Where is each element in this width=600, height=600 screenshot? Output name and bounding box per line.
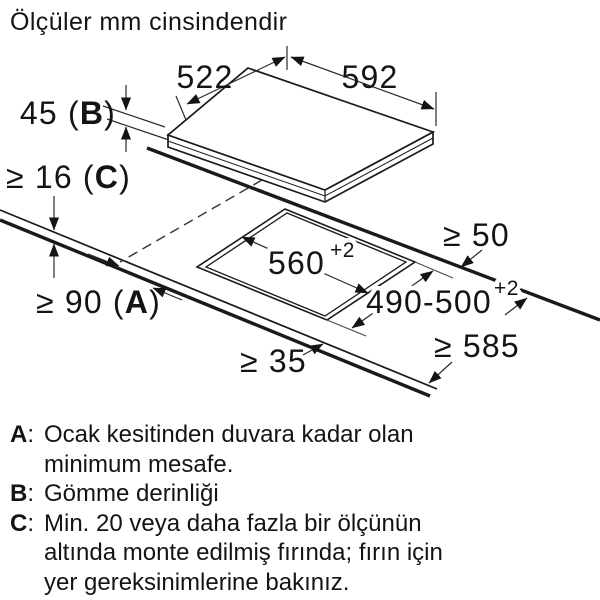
- legend: [10, 420, 588, 597]
- dim-522-label: 522: [176, 59, 234, 95]
- legend-c-line1: Min. 20 veya daha fazla bir ölçünün: [44, 509, 422, 537]
- dim-16-label: ≥ 16 (C): [6, 159, 131, 195]
- dim-16-c: [6, 159, 131, 278]
- dim-45-b: [20, 85, 169, 152]
- legend-c-line2: altında monte edilmiş fırında; fırın için: [44, 539, 443, 566]
- legend-item-c: [10, 509, 588, 598]
- legend-letter-c: C:: [10, 509, 35, 537]
- page-title: Ölçüler mm cinsindendir: [10, 8, 288, 36]
- legend-b-line1: Gömme derinliği: [44, 480, 219, 507]
- dim-560-label: 560: [268, 245, 325, 281]
- dim-35-label: ≥ 35: [240, 343, 307, 379]
- dim-490-500-label: 490-500: [366, 284, 492, 320]
- dim-560-sup: +2: [330, 239, 355, 262]
- dim-50-label: ≥ 50: [443, 217, 510, 253]
- legend-item-a: [10, 420, 588, 479]
- legend-a-line2: minimum mesafe.: [44, 450, 234, 478]
- legend-c-line3: yer gereksinimlerine bakınız.: [44, 568, 350, 596]
- dim-585-label: ≥ 585: [434, 328, 520, 364]
- legend-letter-b: B:: [10, 480, 35, 507]
- dim-490-500-sup: +2: [494, 277, 519, 300]
- legend-a-line1: Ocak kesitinden duvara kadar olan: [44, 421, 414, 448]
- dim-50: [443, 217, 510, 267]
- legend-letter-a: A:: [10, 421, 35, 448]
- dim-90-label: ≥ 90 (A): [36, 284, 161, 320]
- legend-item-b: [10, 479, 588, 509]
- dim-592-label: 592: [341, 59, 399, 95]
- dim-45-label: 45 (B): [19, 95, 116, 131]
